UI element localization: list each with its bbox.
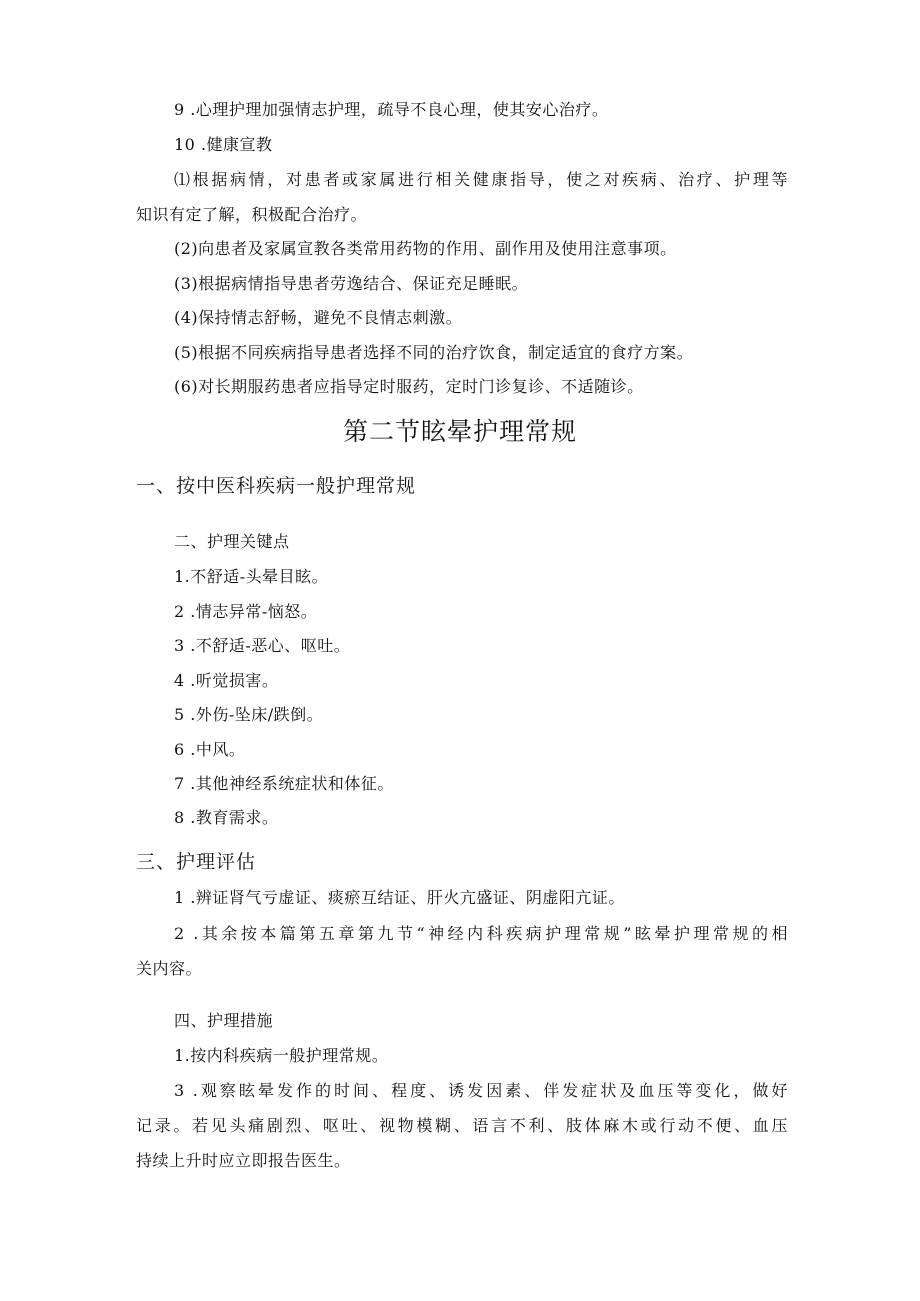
sub-item-1-line2: 知识有定了解，积极配合治疗。 [136, 205, 368, 224]
sub-item-6: (6)对长期服药患者应指导定时服药，定时门诊复诊、不适随诊。 [174, 377, 644, 396]
list-item-10: 10 .健康宣教 [174, 135, 273, 154]
part1-heading: 一、按中医科疾病一般护理常规 [136, 475, 417, 497]
key-point-5: 5 .外伤-坠床/跌倒。 [174, 705, 324, 724]
measure-item-1: 1.按内科疾病一般护理常规。 [174, 1046, 389, 1065]
assessment-item-2-line2: 关内容。 [136, 959, 203, 978]
sub-item-1-line1: ⑴根据病情，对患者或家属进行相关健康指导，使之对疾病、治疗、护理等 [174, 170, 788, 189]
key-point-3: 3 .不舒适-恶心、呕吐。 [174, 636, 351, 655]
assessment-item-1: 1 .辨证肾气亏虚证、痰瘀互结证、肝火亢盛证、阴虚阳亢证。 [174, 888, 625, 907]
key-point-1: 1.不舒适-头晕目眩。 [174, 567, 329, 586]
part2-heading: 二、护理关键点 [174, 532, 290, 551]
sub-item-2: (2)向患者及家属宣教各类常用药物的作用、副作用及使用注意事项。 [174, 239, 677, 258]
key-point-7: 7 .其他神经系统症状和体征。 [174, 774, 394, 793]
sub-item-3: (3)根据病情指导患者劳逸结合、保证充足睡眠。 [174, 274, 529, 293]
part4-heading: 四、护理措施 [174, 1011, 274, 1030]
section-title: 第二节眩晕护理常规 [342, 417, 577, 446]
sub-item-5: (5)根据不同疾病指导患者选择不同的治疗饮食，制定适宜的食疗方案。 [174, 343, 694, 362]
sub-item-4: (4)保持情志舒畅，避免不良情志刺激。 [174, 308, 463, 327]
assessment-item-2-line1: 2 .其余按本篇第五章第九节“神经内科疾病护理常规”眩晕护理常规的相 [174, 924, 788, 943]
measure-item-3-line2: 记录。若见头痛剧烈、呕吐、视物模糊、语言不利、肢体麻木或行动不便、血压 [136, 1116, 788, 1135]
key-point-8: 8 .教育需求。 [174, 808, 279, 827]
measure-item-3-line3: 持续上升时应立即报告医生。 [136, 1151, 351, 1170]
part3-heading: 三、护理评估 [136, 851, 257, 873]
key-point-2: 2 .情志异常-恼怒。 [174, 602, 318, 621]
key-point-4: 4 .听觉损害。 [174, 671, 279, 690]
key-point-6: 6 .中风。 [174, 740, 246, 759]
list-item-9: 9 .心理护理加强情志护理，疏导不良心理，使其安心治疗。 [174, 100, 609, 119]
measure-item-3-line1: 3 .观察眩晕发作的时间、程度、诱发因素、伴发症状及血压等变化，做好 [174, 1081, 788, 1100]
